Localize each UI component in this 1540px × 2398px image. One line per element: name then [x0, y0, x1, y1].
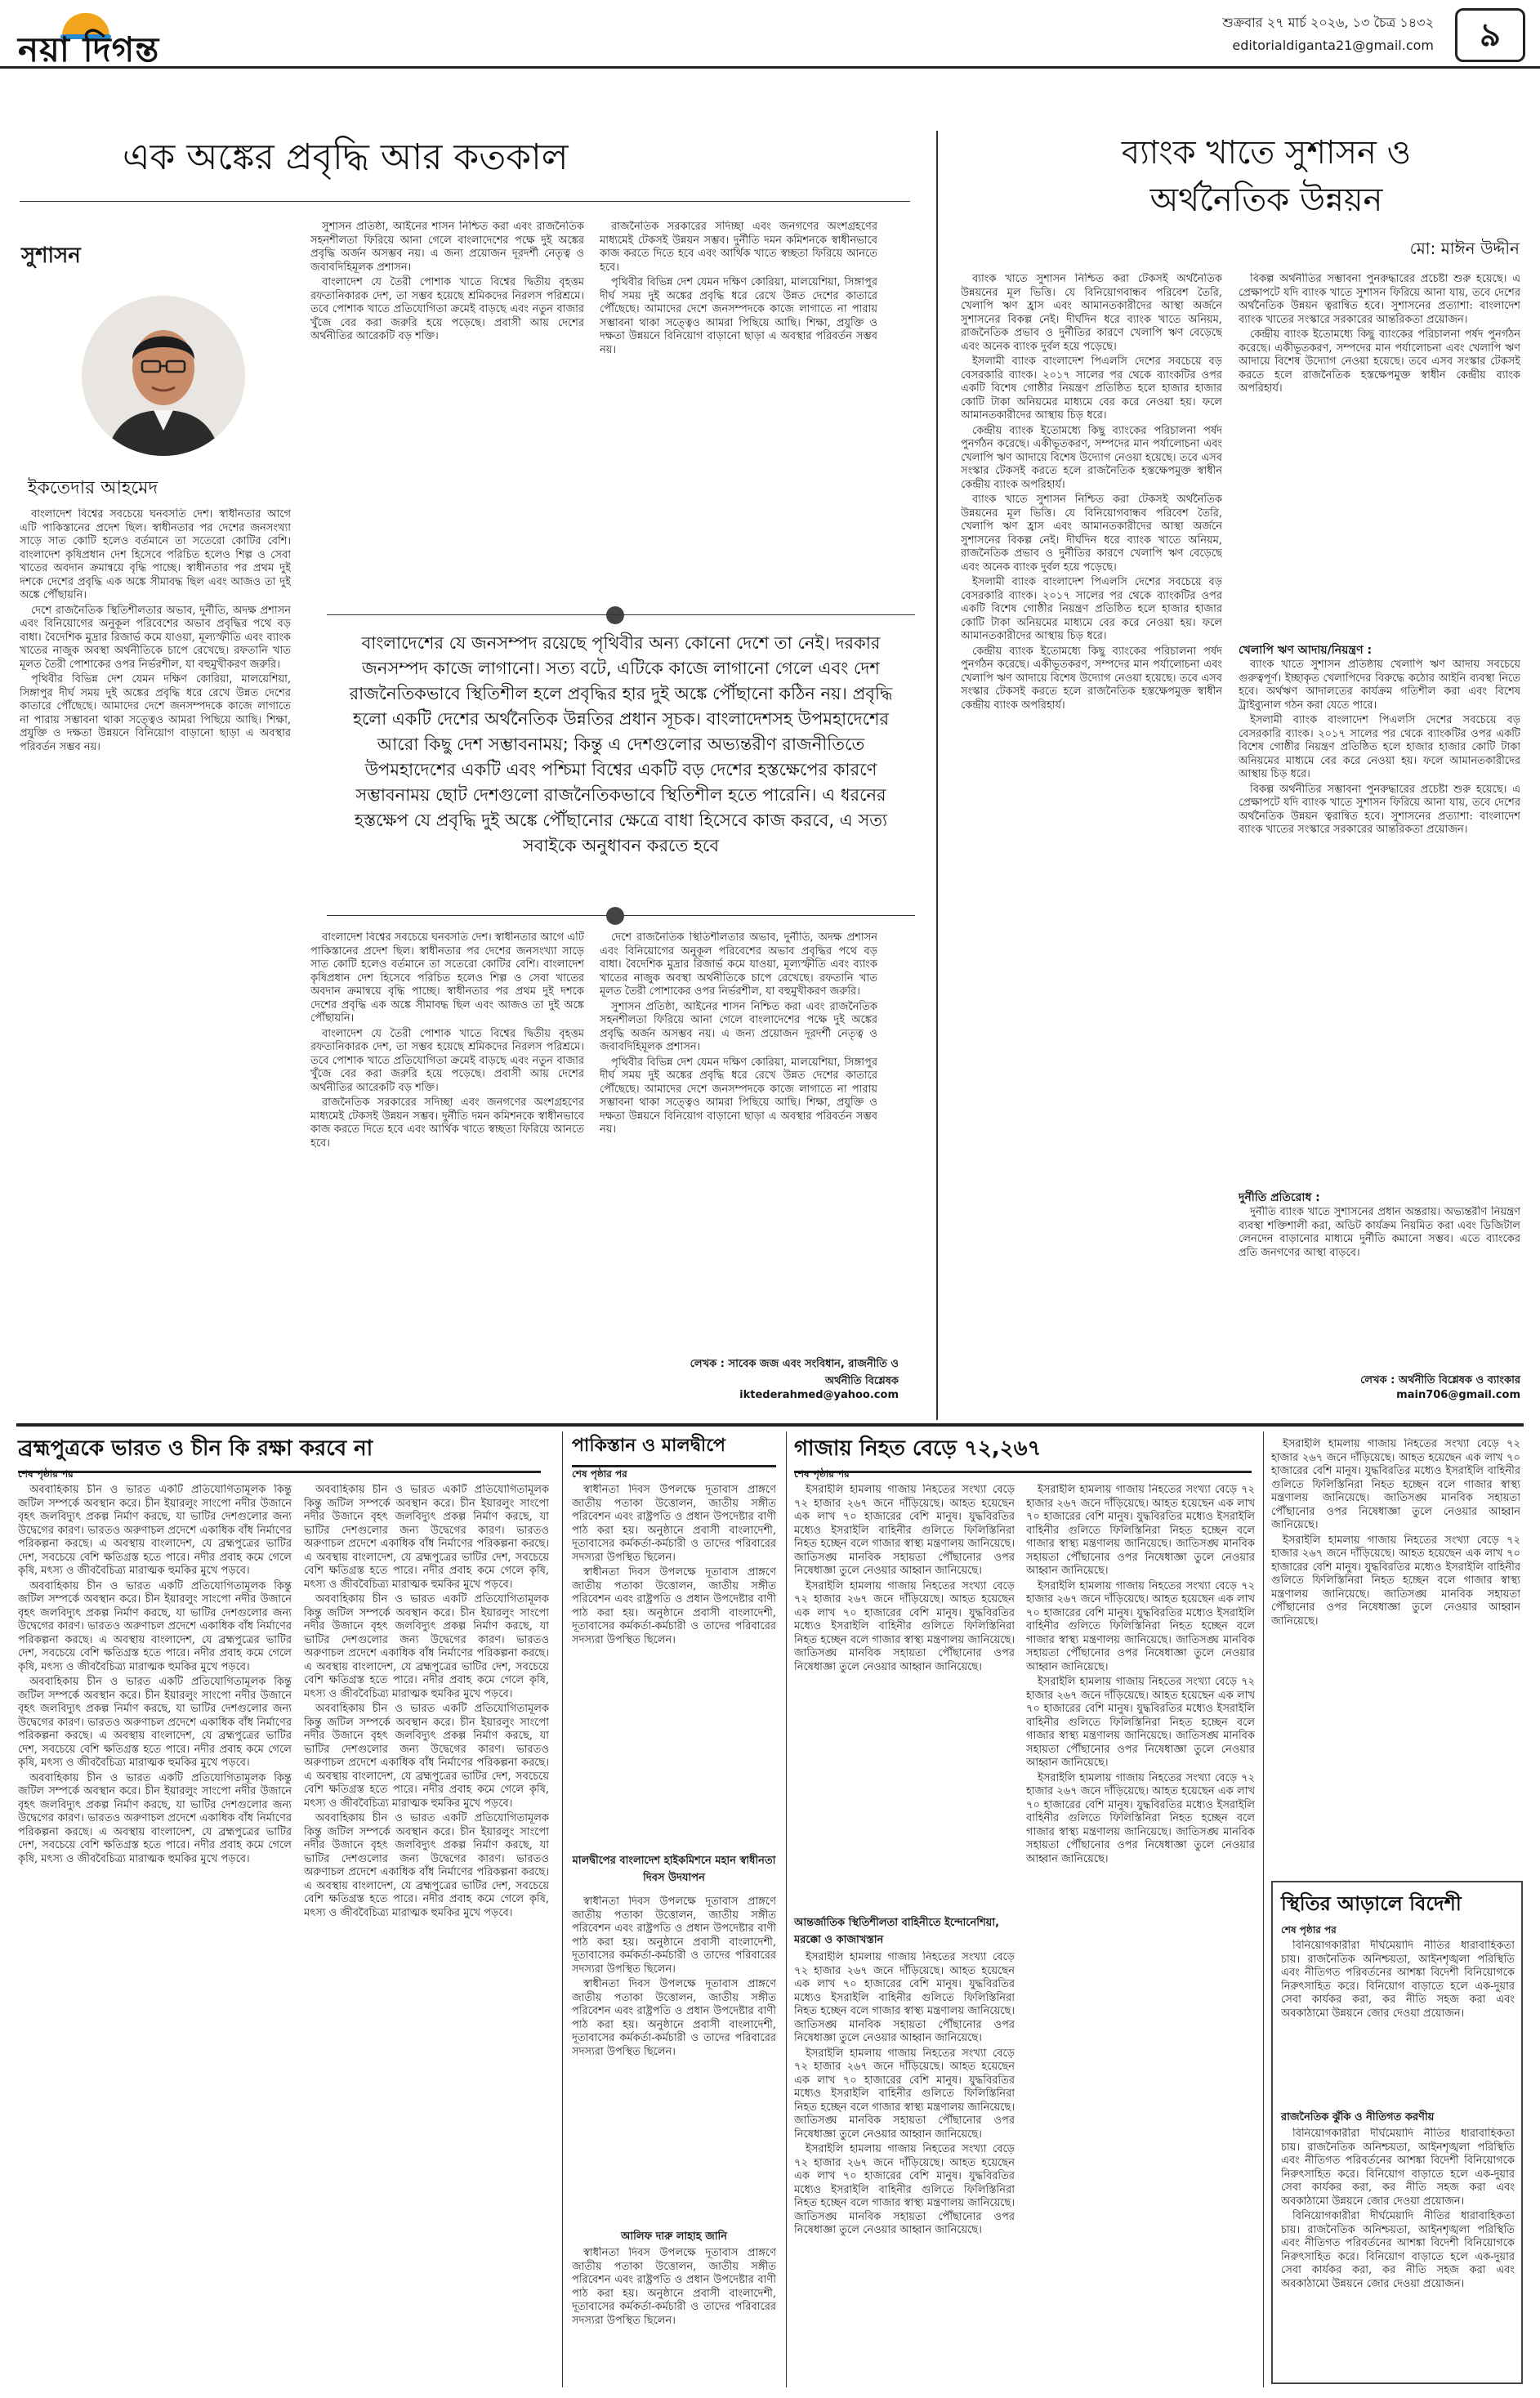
right-subhead-corruption: দুর্নীতি প্রতিরোধ :	[1239, 1191, 1320, 1204]
right-body-para-2c: ইসলামী ব্যাংক বাংলাদেশ পিএলসি দেশের সবচেয়ে বড় বেসরকারি ব্যাংক। ২০১৭ সালের পর থেকে ব্যাংকটির ওপর একটি বিশেষ গোষ্ঠীর নিয়ন্ত্রণ প্রতিষ্ঠিত হলে হাজার হাজার কোটি টাকা অনিয়মের মাধ্যমে বের করে নেওয়া হয়। ফলে আমানতকারীদের আস্থায় চিড় ধরে।	[1239, 714, 1520, 780]
bottom-col3-para-3: ইসরাইলি হামলায় গাজায় নিহতের সংখ্যা বেড়ে ৭২ হাজার ২৬৭ জনে দাঁড়িয়েছে। আহত হয়েছেন এক লাখ ৭০ হাজারের বেশি মানুষ। যুদ্ধবিরতির মধ্যেও ইসরাইলি বাহিনীর গুলিতে ফিলিস্তিনিরা নিহত হচ্ছেন বলে গাজার স্বাস্থ্য মন্ত্রণালয় জানিয়েছে। জাতিসঙ্ঘ মানবিক সহায়তা পৌঁছানোর ওপর নিষেধাজ্ঞা তুলে নেওয়ার আহ্বান জানিয়েছে।	[794, 1951, 1015, 2044]
bottom-col4-text-a	[1271, 1438, 1520, 1871]
bottom-col3-para-2: ইসরাইলি হামলায় গাজায় নিহতের সংখ্যা বেড়ে ৭২ হাজার ২৬৭ জনে দাঁড়িয়েছে। আহত হয়েছেন এক লাখ ৭০ হাজারের বেশি মানুষ। যুদ্ধবিরতির মধ্যেও ইসরাইলি বাহিনীর গুলিতে ফিলিস্তিনিরা নিহত হচ্ছেন বলে গাজার স্বাস্থ্য মন্ত্রণালয় জানিয়েছে। জাতিসঙ্ঘ মানবিক সহায়তা পৌঁছানোর ওপর নিষেধাজ্ঞা তুলে নেওয়ার আহ্বান জানিয়েছে।	[794, 1579, 1015, 1673]
right-subhead-default-loan: খেলাপি ঋণ আদায়/নিয়ন্ত্রণ :	[1239, 644, 1373, 657]
bottom-col4-para-2: ইসরাইলি হামলায় গাজায় নিহতের সংখ্যা বেড়ে ৭২ হাজার ২৬৭ জনে দাঁড়িয়েছে। আহত হয়েছেন এক লাখ ৭০ হাজারের বেশি মানুষ। যুদ্ধবিরতির মধ্যেও ইসরাইলি বাহিনীর গুলিতে ফিলিস্তিনিরা নিহত হচ্ছেন বলে গাজার স্বাস্থ্য মন্ত্রণালয় জানিয়েছে। জাতিসঙ্ঘ মানবিক সহায়তা পৌঁছানোর ওপর নিষেধাজ্ঞা তুলে নেওয়ার আহ্বান জানিয়েছে।	[1271, 1534, 1520, 1628]
bottom-col1-para-1: অববাহিকায় চীন ও ভারত একটি প্রতিযোগিতামূলক কিন্তু জটিল সম্পর্কে অবস্থান করে। চীন ইয়ারলুং সাংপো নদীর উজানে বৃহৎ জলবিদ্যুৎ প্রকল্প নির্মাণ করছে, যা ভাটির দেশগুলোর জন্য উদ্বেগের কারণ। ভারতও অরুণাচল প্রদেশে একাধিক বাঁধ নির্মাণের পরিকল্পনা করছে। এ অবস্থায় বাংলাদেশ, যে ব্রহ্মপুত্রের ভাটির দেশ, সবচেয়ে বেশি ক্ষতিগ্রস্ত হতে পারে। নদীর প্রবাহ কমে গেলে কৃষি, মৎস্য ও জীববৈচিত্র্য মারাত্মক হুমকির মুখে পড়বে।	[18, 1484, 292, 1577]
bottom-col4-para-5: বিনিয়োগকারীরা দীর্ঘমেয়াদি নীতির ধারাবাহিকতা চায়। রাজনৈতিক অনিশ্চয়তা, আইনশৃঙ্খলা পরিস্থিতি এবং নীতিগত পরিবর্তনের আশঙ্কা বিদেশী বিনিয়োগকে নিরুৎসাহিত করে। বিনিয়োগ বাড়াতে হলে এক-দুয়ার সেবা কার্যকর করা, কর নীতি সহজ করা এবং অবকাঠামো উন্নয়নে জোর দেওয়া প্রয়োজন।	[1281, 2210, 1515, 2290]
right-body-para-3c: কেন্দ্রীয় ব্যাংক ইতোমধ্যে কিছু ব্যাংকের পরিচালনা পর্ষদ পুনর্গঠন করেছে। একীভূতকরণ, সম্পদের মান পর্যালোচনা এবং খেলাপি ঋণ আদায়ে বিশেষ উদ্যোগ নেওয়া হয়েছে। তবে এসব সংস্কার টেকসই করতে হলে রাজনৈতিক হস্তক্ষেপমুক্ত স্বাধীন কেন্দ্রীয় ব্যাংক অপরিহার্য।	[1239, 328, 1520, 395]
bottom-col4-subhead: রাজনৈতিক ঝুঁকি ও নীতিগত করণীয়	[1281, 2111, 1435, 2123]
newspaper-logo[interactable]	[18, 13, 263, 69]
right-headline-line1[interactable]: ব্যাংক খাতে সুশাসন ও	[1121, 134, 1412, 172]
bottom-col4-para-3: বিনিয়োগকারীরা দীর্ঘমেয়াদি নীতির ধারাবাহিকতা চায়। রাজনৈতিক অনিশ্চয়তা, আইনশৃঙ্খলা পরিস্থিতি এবং নীতিগত পরিবর্তনের আশঙ্কা বিদেশী বিনিয়োগকে নিরুৎসাহিত করে। বিনিয়োগ বাড়াতে হলে এক-দুয়ার সেবা কার্যকর করা, কর নীতি সহজ করা এবং অবকাঠামো উন্নয়নে জোর দেওয়া প্রয়োজন।	[1281, 1940, 1515, 2020]
left-body-para-7: বাংলাদেশ বিশ্বের সবচেয়ে ঘনবসতি দেশ। স্বাধীনতার আগে এটি পাকিস্তানের প্রদেশ ছিল। স্বাধীনতার পর দেশের জনসংখ্যা সাড়ে সাত কোটি হলেও বর্তমানে তা সতেরো কোটির বেশি। বাংলাদেশ কৃষিপ্রধান দেশ হিসেবে পরিচিত হলেও শিল্প ও সেবা খাতের অবদান ক্রমান্বয়ে বৃদ্ধি পাচ্ছে। স্বাধীনতার পর প্রথম দুই দশকে দেশের প্রবৃদ্ধি এক অঙ্কে সীমাবদ্ধ ছিল এবং আজও তা দুই অঙ্কে পৌঁছায়নি।	[310, 931, 584, 1025]
bottom-col1-kicker: শেষ পৃষ্ঠার পর	[18, 1468, 74, 1480]
bottom-col1-para-4: অববাহিকায় চীন ও ভারত একটি প্রতিযোগিতামূলক কিন্তু জটিল সম্পর্কে অবস্থান করে। চীন ইয়ারলুং সাংপো নদীর উজানে বৃহৎ জলবিদ্যুৎ প্রকল্প নির্মাণ করছে, যা ভাটির দেশগুলোর জন্য উদ্বেগের কারণ। ভারতও অরুণাচল প্রদেশে একাধিক বাঁধ নির্মাণের পরিকল্পনা করছে। এ অবস্থায় বাংলাদেশ, যে ব্রহ্মপুত্রের ভাটির দেশ, সবচেয়ে বেশি ক্ষতিগ্রস্ত হতে পারে। নদীর প্রবাহ কমে গেলে কৃষি, মৎস্য ও জীববৈচিত্র্য মারাত্মক হুমকির মুখে পড়বে।	[18, 1771, 292, 1865]
pull-quote-top-rule	[327, 614, 915, 615]
author-photo	[82, 296, 245, 456]
bottom-col4-para-4: বিনিয়োগকারীরা দীর্ঘমেয়াদি নীতির ধারাবাহিকতা চায়। রাজনৈতিক অনিশ্চয়তা, আইনশৃঙ্খলা পরিস্থিতি এবং নীতিগত পরিবর্তনের আশঙ্কা বিদেশী বিনিয়োগকে নিরুৎসাহিত করে। বিনিয়োগ বাড়াতে হলে এক-দুয়ার সেবা কার্যকর করা, কর নীতি সহজ করা এবং অবকাঠামো উন্নয়নে জোর দেওয়া প্রয়োজন।	[1281, 2128, 1515, 2208]
pull-quote-top-dot	[606, 606, 624, 624]
bottom-col1-title[interactable]: ব্রহ্মপুত্রকে ভারত ও চীন কি রক্ষা করবে না	[18, 1431, 541, 1473]
left-body-para-3b: পৃথিবীর বিভিন্ন দেশ যেমন দক্ষিণ কোরিয়া, মালয়েশিয়া, সিঙ্গাপুর দীর্ঘ সময় দুই অঙ্কের প্রবৃদ্ধি ধরে রেখে উন্নত দেশের কাতারে পৌঁছেছে। আমাদের দেশে জনসম্পদকে কাজে লাগাতে না পারায় সম্ভাবনা থাকা সত্ত্বেও আমরা পিছিয়ে আছি। শিক্ষা, প্রযুক্তি ও দক্ষতা উন্নয়নে বিনিয়োগ বাড়ানো ছাড়া এ অবস্থার পরিবর্তন সম্ভব নয়।	[600, 276, 877, 356]
bottom-col4-kicker: শেষ পৃষ্ঠার পর	[1281, 1924, 1337, 1936]
right-body-para-1b: ব্যাংক খাতে সুশাসন নিশ্চিত করা টেকসই অর্থনৈতিক উন্নয়নের মূল ভিত্তি। যে বিনিয়োগবান্ধব পরিবেশ তৈরি, খেলাপি ঋণ হ্রাস এবং আমানতকারীদের আস্থা অর্জনে সুশাসনের বিকল্প নেই। দীর্ঘদিন ধরে ব্যাংক খাতে অনিয়ম, রাজনৈতিক প্রভাব ও দুর্নীতির কারণে খেলাপি ঋণ বেড়েছে এবং অনেক ব্যাংক দুর্বল হয়ে পড়েছে।	[961, 493, 1222, 574]
author-portrait-icon	[82, 296, 245, 456]
left-headline-rule	[20, 201, 910, 202]
bottom-col1-para-3: অববাহিকায় চীন ও ভারত একটি প্রতিযোগিতামূলক কিন্তু জটিল সম্পর্কে অবস্থান করে। চীন ইয়ারলুং সাংপো নদীর উজানে বৃহৎ জলবিদ্যুৎ প্রকল্প নির্মাণ করছে, যা ভাটির দেশগুলোর জন্য উদ্বেগের কারণ। ভারতও অরুণাচল প্রদেশে একাধিক বাঁধ নির্মাণের পরিকল্পনা করছে। এ অবস্থায় বাংলাদেশ, যে ব্রহ্মপুত্রের ভাটির দেশ, সবচেয়ে বেশি ক্ষতিগ্রস্ত হতে পারে। নদীর প্রবাহ কমে গেলে কৃষি, মৎস্য ও জীববৈচিত্র্য মারাত্মক হুমকির মুখে পড়বে।	[18, 1676, 292, 1769]
left-body-para-4: সুশাসন প্রতিষ্ঠা, আইনের শাসন নিশ্চিত করা এবং রাজনৈতিক সহনশীলতা ফিরিয়ে আনা গেলে বাংলাদেশের পক্ষে দুই অঙ্কের প্রবৃদ্ধি অর্জন অসম্ভব নয়। এ জন্য প্রয়োজন দূরদর্শী নেতৃত্ব ও জবাবদিহিমূলক প্রশাসন।	[310, 221, 584, 274]
bottom-divider-2	[786, 1431, 787, 2387]
right-body-para-4: বিকল্প অর্থনীতির সম্ভাবনা পুনরুদ্ধারের প্রচেষ্টা শুরু হয়েছে। এ প্রেক্ষাপটে যদি ব্যাংক খাতে সুশাসন ফিরিয়ে আনা যায়, তবে দেশের অর্থনৈতিক উন্নয়ন ত্বরান্বিত হবে। সুশাসনের প্রত্যাশা: বাংলাদেশ ব্যাংক খাতের সংস্কারে সরকারের আন্তরিকতা প্রয়োজন।	[1239, 273, 1520, 326]
bottom-col3-para-7: ইসরাইলি হামলায় গাজায় নিহতের সংখ্যা বেড়ে ৭২ হাজার ২৬৭ জনে দাঁড়িয়েছে। আহত হয়েছেন এক লাখ ৭০ হাজারের বেশি মানুষ। যুদ্ধবিরতির মধ্যেও ইসরাইলি বাহিনীর গুলিতে ফিলিস্তিনিরা নিহত হচ্ছেন বলে গাজার স্বাস্থ্য মন্ত্রণালয় জানিয়েছে। জাতিসঙ্ঘ মানবিক সহায়তা পৌঁছানোর ওপর নিষেধাজ্ঞা তুলে নেওয়ার আহ্বান জানিয়েছে।	[1026, 1579, 1255, 1673]
bottom-col2-kicker: শেষ পৃষ্ঠার পর	[572, 1468, 627, 1480]
bottom-col3-kicker: শেষ পৃষ্ঠার পর	[794, 1468, 850, 1480]
bottom-col1-para-6: অববাহিকায় চীন ও ভারত একটি প্রতিযোগিতামূলক কিন্তু জটিল সম্পর্কে অবস্থান করে। চীন ইয়ারলুং সাংপো নদীর উজানে বৃহৎ জলবিদ্যুৎ প্রকল্প নির্মাণ করছে, যা ভাটির দেশগুলোর জন্য উদ্বেগের কারণ। ভারতও অরুণাচল প্রদেশে একাধিক বাঁধ নির্মাণের পরিকল্পনা করছে। এ অবস্থায় বাংলাদেশ, যে ব্রহ্মপুত্রের ভাটির দেশ, সবচেয়ে বেশি ক্ষতিগ্রস্ত হতে পারে। নদীর প্রবাহ কমে গেলে কৃষি, মৎস্য ও জীববৈচিত্র্য মারাত্মক হুমকির মুখে পড়বে।	[304, 1593, 549, 1700]
page-number-badge: ৯	[1455, 8, 1525, 62]
bottom-col2-para-1: স্বাধীনতা দিবস উপলক্ষে দূতাবাস প্রাঙ্গণে জাতীয় পতাকা উত্তোলন, জাতীয় সঙ্গীত পরিবেশন এবং রাষ্ট্রপতি ও প্রধান উপদেষ্টার বাণী পাঠ করা হয়। অনুষ্ঠানে প্রবাসী বাংলাদেশী, দূতাবাসের কর্মকর্তা-কর্মচারী ও তাদের পরিবারের সদস্যরা উপস্থিত ছিলেন।	[572, 1484, 776, 1564]
left-body-col3	[600, 221, 877, 580]
right-body-para-4b: বিকল্প অর্থনীতির সম্ভাবনা পুনরুদ্ধারের প্রচেষ্টা শুরু হয়েছে। এ প্রেক্ষাপটে যদি ব্যাংক খাতে সুশাসন ফিরিয়ে আনা যায়, তবে দেশের অর্থনৈতিক উন্নয়ন ত্বরান্বিত হবে। সুশাসনের প্রত্যাশা: বাংলাদেশ ব্যাংক খাতের সংস্কারে সরকারের আন্তরিকতা প্রয়োজন।	[1239, 783, 1520, 836]
left-body-para-5: বাংলাদেশ যে তৈরী পোশাক খাতে বিশ্বের দ্বিতীয় বৃহত্তম রফতানিকারক দেশ, তা সম্ভব হয়েছে শ্রমিকদের নিরলস পরিশ্রমে। তবে পোশাক খাতে প্রতিযোগিতা ক্রমেই বাড়ছে এবং নতুন বাজার খুঁজে বের করা জরুরি হয়ে পড়েছে। প্রবাসী আয় দেশের অর্থনীতির আরেকটি বড় শক্তি।	[310, 276, 584, 342]
bottom-col3-para-8: ইসরাইলি হামলায় গাজায় নিহতের সংখ্যা বেড়ে ৭২ হাজার ২৬৭ জনে দাঁড়িয়েছে। আহত হয়েছেন এক লাখ ৭০ হাজারের বেশি মানুষ। যুদ্ধবিরতির মধ্যেও ইসরাইলি বাহিনীর গুলিতে ফিলিস্তিনিরা নিহত হচ্ছেন বলে গাজার স্বাস্থ্য মন্ত্রণালয় জানিয়েছে। জাতিসঙ্ঘ মানবিক সহায়তা পৌঁছানোর ওপর নিষেধাজ্ঞা তুলে নেওয়ার আহ্বান জানিয়েছে।	[1026, 1676, 1255, 1769]
bottom-col3-para-6: ইসরাইলি হামলায় গাজায় নিহতের সংখ্যা বেড়ে ৭২ হাজার ২৬৭ জনে দাঁড়িয়েছে। আহত হয়েছেন এক লাখ ৭০ হাজারের বেশি মানুষ। যুদ্ধবিরতির মধ্যেও ইসরাইলি বাহিনীর গুলিতে ফিলিস্তিনিরা নিহত হচ্ছেন বলে গাজার স্বাস্থ্য মন্ত্রণালয় জানিয়েছে। জাতিসঙ্ঘ মানবিক সহায়তা পৌঁছানোর ওপর নিষেধাজ্ঞা তুলে নেওয়ার আহ্বান জানিয়েছে।	[1026, 1484, 1255, 1577]
bottom-col1-text-a	[18, 1484, 292, 2382]
right-body-col1	[961, 273, 1222, 1425]
bottom-col2-para-5: স্বাধীনতা দিবস উপলক্ষে দূতাবাস প্রাঙ্গণে জাতীয় পতাকা উত্তোলন, জাতীয় সঙ্গীত পরিবেশন এবং রাষ্ট্রপতি ও প্রধান উপদেষ্টার বাণী পাঠ করা হয়। অনুষ্ঠানে প্রবাসী বাংলাদেশী, দূতাবাসের কর্মকর্তা-কর্মচারী ও তাদের পরিবারের সদস্যরা উপস্থিত ছিলেন।	[572, 2247, 776, 2327]
right-body-para-6: দুর্নীতি ব্যাংক খাতে সুশাসনের প্রধান অন্তরায়। অভ্যন্তরীণ নিয়ন্ত্রণ ব্যবস্থা শক্তিশালী করা, অডিট কার্যক্রম নিয়মিত করা এবং ডিজিটাল লেনদেন বাড়ানোর মাধ্যমে দুর্নীতি কমানো সম্ভব। এতে ব্যাংকের প্রতি জনগণের আস্থা বাড়বে।	[1239, 1206, 1520, 1259]
left-body-para-8: বাংলাদেশ যে তৈরী পোশাক খাতে বিশ্বের দ্বিতীয় বৃহত্তম রফতানিকারক দেশ, তা সম্ভব হয়েছে শ্রমিকদের নিরলস পরিশ্রমে। তবে পোশাক খাতে প্রতিযোগিতা ক্রমেই বাড়ছে এবং নতুন বাজার খুঁজে বের করা জরুরি হয়ে পড়েছে। প্রবাসী আয় দেশের অর্থনীতির আরেকটি বড় শক্তি।	[310, 1027, 584, 1094]
bottom-col3-text-c	[1026, 1484, 1255, 2382]
bottom-band-rule	[16, 1423, 1524, 1427]
editorial-email[interactable]: editorialdiganta21@gmail.com	[1232, 38, 1434, 53]
bottom-col4-text-b	[1281, 1940, 1515, 2103]
bottom-col4-box-title[interactable]: স্থিতির আড়ালে বিদেশী	[1281, 1892, 1462, 1915]
bottom-col1-para-2: অববাহিকায় চীন ও ভারত একটি প্রতিযোগিতামূলক কিন্তু জটিল সম্পর্কে অবস্থান করে। চীন ইয়ারলুং সাংপো নদীর উজানে বৃহৎ জলবিদ্যুৎ প্রকল্প নির্মাণ করছে, যা ভাটির দেশগুলোর জন্য উদ্বেগের কারণ। ভারতও অরুণাচল প্রদেশে একাধিক বাঁধ নির্মাণের পরিকল্পনা করছে। এ অবস্থায় বাংলাদেশ, যে ব্রহ্মপুত্রের ভাটির দেশ, সবচেয়ে বেশি ক্ষতিগ্রস্ত হতে পারে। নদীর প্রবাহ কমে গেলে কৃষি, মৎস্য ও জীববৈচিত্র্য মারাত্মক হুমকির মুখে পড়বে।	[18, 1579, 292, 1673]
left-body-para-6: রাজনৈতিক সরকারের সদিচ্ছা এবং জনগণের অংশগ্রহণের মাধ্যমেই টেকসই উন্নয়ন সম্ভব। দুর্নীতি দমন কমিশনকে স্বাধীনভাবে কাজ করতে দিতে হবে এবং আর্থিক খাতে স্বচ্ছতা ফিরিয়ে আনতে হবে।	[600, 221, 877, 274]
bottom-col2-para-2: স্বাধীনতা দিবস উপলক্ষে দূতাবাস প্রাঙ্গণে জাতীয় পতাকা উত্তোলন, জাতীয় সঙ্গীত পরিবেশন এবং রাষ্ট্রপতি ও প্রধান উপদেষ্টার বাণী পাঠ করা হয়। অনুষ্ঠানে প্রবাসী বাংলাদেশী, দূতাবাসের কর্মকর্তা-কর্মচারী ও তাদের পরিবারের সদস্যরা উপস্থিত ছিলেন।	[572, 1566, 776, 1646]
right-body-para-1: ব্যাংক খাতে সুশাসন নিশ্চিত করা টেকসই অর্থনৈতিক উন্নয়নের মূল ভিত্তি। যে বিনিয়োগবান্ধব পরিবেশ তৈরি, খেলাপি ঋণ হ্রাস এবং আমানতকারীদের আস্থা অর্জনে সুশাসনের বিকল্প নেই। দীর্ঘদিন ধরে ব্যাংক খাতে অনিয়ম, রাজনৈতিক প্রভাব ও দুর্নীতির কারণে খেলাপি ঋণ বেড়েছে এবং অনেক ব্যাংক দুর্বল হয়ে পড়েছে।	[961, 273, 1222, 353]
left-body-col1	[20, 508, 291, 1391]
bottom-col4-box	[1271, 1881, 1523, 2384]
left-body-col2-lower	[310, 931, 584, 1405]
left-pull-quote: বাংলাদেশের যে জনসম্পদ রয়েছে পৃথিবীর অন্য কোনো দেশে তা নেই। দরকার জনসম্পদ কাজে লাগানো। সত্য বটে, এটিকে কাজে লাগানো গেলে এবং দেশ রাজনৈতিকভাবে স্থিতিশীল হলে প্রবৃদ্ধির হার দুই অঙ্কে পৌঁছানো কঠিন নয়। প্রবৃদ্ধি হলো একটি দেশের অর্থনৈতিক উন্নতির প্রধান সূচক। বাংলাদেশসহ উপমহাদেশের আরো কিছু দেশ সম্ভাবনাময়; কিন্তু এ দেশগুলোর অভ্যন্তরীণ রাজনীতিতে উপমহাদেশের একটি এবং পশ্চিমা বিশ্বের একটি বড় দেশের হস্তক্ষেপের কারণে সম্ভাবনাময় ছোট দেশগুলো রাজনৈতিকভাবে স্থিতিশীল হতে পারেনি। এ ধরনের হস্তক্ষেপ যে প্রবৃদ্ধি দুই অঙ্কে পৌঁছানোর ক্ষেত্রে বাধা হিসেবে কাজ করবে, এ সত্য সবাইকে অনুধাবন করতে হবে	[349, 633, 893, 855]
bottom-col3-title[interactable]: গাজায় নিহত বেড়ে ৭২,২৬৭	[794, 1431, 1252, 1473]
bottom-col3-subhead: আন্তর্জাতিক স্থিতিশীলতা বাহিনীতে ইন্দোনেশিয়া, মরক্কো ও কাজাখস্তান	[794, 1917, 1000, 1946]
bottom-col3-para-9: ইসরাইলি হামলায় গাজায় নিহতের সংখ্যা বেড়ে ৭২ হাজার ২৬৭ জনে দাঁড়িয়েছে। আহত হয়েছেন এক লাখ ৭০ হাজারের বেশি মানুষ। যুদ্ধবিরতির মধ্যেও ইসরাইলি বাহিনীর গুলিতে ফিলিস্তিনিরা নিহত হচ্ছেন বলে গাজার স্বাস্থ্য মন্ত্রণালয় জানিয়েছে। জাতিসঙ্ঘ মানবিক সহায়তা পৌঁছানোর ওপর নিষেধাজ্ঞা তুলে নেওয়ার আহ্বান জানিয়েছে।	[1026, 1771, 1255, 1865]
bottom-col4-text-c	[1281, 2128, 1515, 2373]
left-author-name: ইকতেদার আহমেদ	[28, 478, 158, 498]
left-body-para-1: বাংলাদেশ বিশ্বের সবচেয়ে ঘনবসতি দেশ। স্বাধীনতার আগে এটি পাকিস্তানের প্রদেশ ছিল। স্বাধীনতার পর দেশের জনসংখ্যা সাড়ে সাত কোটি হলেও বর্তমানে তা সতেরো কোটির বেশি। বাংলাদেশ কৃষিপ্রধান দেশ হিসেবে পরিচিত হলেও শিল্প ও সেবা খাতের অবদান ক্রমান্বয়ে বৃদ্ধি পাচ্ছে। স্বাধীনতার পর প্রথম দুই দশকে দেশের প্রবৃদ্ধি এক অঙ্কে সীমাবদ্ধ ছিল এবং আজও তা দুই অঙ্কে পৌঁছায়নি।	[20, 508, 291, 601]
left-body-para-2: দেশে রাজনৈতিক স্থিতিশীলতার অভাব, দুর্নীতি, অদক্ষ প্রশাসন এবং বিনিয়োগের অনুকূল পরিবেশের অভাব প্রবৃদ্ধির পথে বড় বাধা। বৈদেশিক মুদ্রার রিজার্ভ কমে যাওয়া, মূল্যস্ফীতি এবং ব্যাংক খাতের নাজুক অবস্থা অর্থনীতিকে চাপে রেখেছে। রফতানি খাত মূলত তৈরী পোশাকের ওপর নির্ভরশীল, যা বহুমুখীকরণ জরুরি।	[20, 604, 291, 671]
bottom-divider-1	[562, 1431, 563, 2387]
left-author-email[interactable]: iktederahmed@yahoo.com	[739, 1389, 899, 1401]
left-body-para-3: পৃথিবীর বিভিন্ন দেশ যেমন দক্ষিণ কোরিয়া, মালয়েশিয়া, সিঙ্গাপুর দীর্ঘ সময় দুই অঙ্কের প্রবৃদ্ধি ধরে রেখে উন্নত দেশের কাতারে পৌঁছেছে। আমাদের দেশে জনসম্পদকে কাজে লাগাতে না পারায় সম্ভাবনা থাকা সত্ত্বেও আমরা পিছিয়ে আছি। শিক্ষা, প্রযুক্তি ও দক্ষতা উন্নয়নে বিনিয়োগ বাড়ানো ছাড়া এ অবস্থার পরিবর্তন সম্ভব নয়।	[20, 673, 291, 753]
bottom-col1-text-b	[304, 1484, 549, 2382]
bottom-col1-para-8: অববাহিকায় চীন ও ভারত একটি প্রতিযোগিতামূলক কিন্তু জটিল সম্পর্কে অবস্থান করে। চীন ইয়ারলুং সাংপো নদীর উজানে বৃহৎ জলবিদ্যুৎ প্রকল্প নির্মাণ করছে, যা ভাটির দেশগুলোর জন্য উদ্বেগের কারণ। ভারতও অরুণাচল প্রদেশে একাধিক বাঁধ নির্মাণের পরিকল্পনা করছে। এ অবস্থায় বাংলাদেশ, যে ব্রহ্মপুত্রের ভাটির দেশ, সবচেয়ে বেশি ক্ষতিগ্রস্ত হতে পারে। নদীর প্রবাহ কমে গেলে কৃষি, মৎস্য ও জীববৈচিত্র্য মারাত্মক হুমকির মুখে পড়বে।	[304, 1812, 549, 1919]
bottom-col3-para-1: ইসরাইলি হামলায় গাজায় নিহতের সংখ্যা বেড়ে ৭২ হাজার ২৬৭ জনে দাঁড়িয়েছে। আহত হয়েছেন এক লাখ ৭০ হাজারের বেশি মানুষ। যুদ্ধবিরতির মধ্যেও ইসরাইলি বাহিনীর গুলিতে ফিলিস্তিনিরা নিহত হচ্ছেন বলে গাজার স্বাস্থ্য মন্ত্রণালয় জানিয়েছে। জাতিসঙ্ঘ মানবিক সহায়তা পৌঁছানোর ওপর নিষেধাজ্ঞা তুলে নেওয়ার আহ্বান জানিয়েছে।	[794, 1484, 1015, 1577]
bottom-col4-para-1: ইসরাইলি হামলায় গাজায় নিহতের সংখ্যা বেড়ে ৭২ হাজার ২৬৭ জনে দাঁড়িয়েছে। আহত হয়েছেন এক লাখ ৭০ হাজারের বেশি মানুষ। যুদ্ধবিরতির মধ্যেও ইসরাইলি বাহিনীর গুলিতে ফিলিস্তিনিরা নিহত হচ্ছেন বলে গাজার স্বাস্থ্য মন্ত্রণালয় জানিয়েছে। জাতিসঙ্ঘ মানবিক সহায়তা পৌঁছানোর ওপর নিষেধাজ্ঞা তুলে নেওয়ার আহ্বান জানিয়েছে।	[1271, 1438, 1520, 1531]
bottom-col1-para-7: অববাহিকায় চীন ও ভারত একটি প্রতিযোগিতামূলক কিন্তু জটিল সম্পর্কে অবস্থান করে। চীন ইয়ারলুং সাংপো নদীর উজানে বৃহৎ জলবিদ্যুৎ প্রকল্প নির্মাণ করছে, যা ভাটির দেশগুলোর জন্য উদ্বেগের কারণ। ভারতও অরুণাচল প্রদেশে একাধিক বাঁধ নির্মাণের পরিকল্পনা করছে। এ অবস্থায় বাংলাদেশ, যে ব্রহ্মপুত্রের ভাটির দেশ, সবচেয়ে বেশি ক্ষতিগ্রস্ত হতে পারে। নদীর প্রবাহ কমে গেলে কৃষি, মৎস্য ও জীববৈচিত্র্য মারাত্মক হুমকির মুখে পড়বে।	[304, 1703, 549, 1810]
right-author-note: লেখক : অর্থনীতি বিশ্লেষক ও ব্যাংকার	[1360, 1374, 1520, 1387]
bottom-col3-para-4: ইসরাইলি হামলায় গাজায় নিহতের সংখ্যা বেড়ে ৭২ হাজার ২৬৭ জনে দাঁড়িয়েছে। আহত হয়েছেন এক লাখ ৭০ হাজারের বেশি মানুষ। যুদ্ধবিরতির মধ্যেও ইসরাইলি বাহিনীর গুলিতে ফিলিস্তিনিরা নিহত হচ্ছেন বলে গাজার স্বাস্থ্য মন্ত্রণালয় জানিয়েছে। জাতিসঙ্ঘ মানবিক সহায়তা পৌঁছানোর ওপর নিষেধাজ্ঞা তুলে নেওয়ার আহ্বান জানিয়েছে।	[794, 2047, 1015, 2141]
right-body-col2-mid	[1239, 659, 1520, 1181]
bottom-col3-text-a	[794, 1484, 1015, 1909]
bottom-col2-text-b	[572, 1896, 776, 2222]
right-headline-line2[interactable]: অর্থনৈতিক উন্নয়ন	[1149, 181, 1383, 219]
bottom-col2-subhead-1: মালদ্বীপের বাংলাদেশ হাইকমিশনে মহান স্বাধীনতা দিবস উদযাপন	[572, 1855, 776, 1884]
right-body-para-5: ব্যাংক খাতে সুশাসন প্রতিষ্ঠায় খেলাপি ঋণ আদায় সবচেয়ে গুরুত্বপূর্ণ। ইচ্ছাকৃত খেলাপিদের বিরুদ্ধে কঠোর আইনি ব্যবস্থা নিতে হবে। অর্থঋণ আদালতের কার্যক্রম গতিশীল করা এবং বিশেষ ট্রাইব্যুনাল গঠন করা যেতে পারে।	[1239, 659, 1520, 712]
right-body-para-2b: ইসলামী ব্যাংক বাংলাদেশ পিএলসি দেশের সবচেয়ে বড় বেসরকারি ব্যাংক। ২০১৭ সালের পর থেকে ব্যাংকটির ওপর একটি বিশেষ গোষ্ঠীর নিয়ন্ত্রণ প্রতিষ্ঠিত হলে হাজার হাজার কোটি টাকা অনিয়মের মাধ্যমে বের করে নেওয়া হয়। ফলে আমানতকারীদের আস্থায় চিড় ধরে।	[961, 576, 1222, 642]
bottom-divider-3	[1263, 1431, 1264, 2387]
right-body-para-2: ইসলামী ব্যাংক বাংলাদেশ পিএলসি দেশের সবচেয়ে বড় বেসরকারি ব্যাংক। ২০১৭ সালের পর থেকে ব্যাংকটির ওপর একটি বিশেষ গোষ্ঠীর নিয়ন্ত্রণ প্রতিষ্ঠিত হলে হাজার হাজার কোটি টাকা অনিয়মের মাধ্যমে বের করে নেওয়া হয়। ফলে আমানতকারীদের আস্থায় চিড় ধরে।	[961, 355, 1222, 422]
bottom-col2-para-3: স্বাধীনতা দিবস উপলক্ষে দূতাবাস প্রাঙ্গণে জাতীয় পতাকা উত্তোলন, জাতীয় সঙ্গীত পরিবেশন এবং রাষ্ট্রপতি ও প্রধান উপদেষ্টার বাণী পাঠ করা হয়। অনুষ্ঠানে প্রবাসী বাংলাদেশী, দূতাবাসের কর্মকর্তা-কর্মচারী ও তাদের পরিবারের সদস্যরা উপস্থিত ছিলেন।	[572, 1896, 776, 1976]
bottom-col3-text-b	[794, 1951, 1015, 2384]
left-body-col2	[310, 221, 584, 580]
bottom-col2-text-a	[572, 1484, 776, 1843]
masthead-info	[1222, 11, 1434, 57]
masthead	[0, 0, 1540, 69]
right-author-name: মো: মাঈন উদ্দীন	[1409, 239, 1520, 258]
bottom-col2-text-c	[572, 2247, 776, 2382]
issue-date: শুক্রবার ২৭ মার্চ ২০২৬, ১৩ চৈত্র ১৪৩২	[1222, 15, 1434, 30]
bottom-col2-subhead-2: আলিফ দারু লাহাহ জানি	[621, 2231, 727, 2243]
left-body-para-12: পৃথিবীর বিভিন্ন দেশ যেমন দক্ষিণ কোরিয়া, মালয়েশিয়া, সিঙ্গাপুর দীর্ঘ সময় দুই অঙ্কের প্রবৃদ্ধি ধরে রেখে উন্নত দেশের কাতারে পৌঁছেছে। আমাদের দেশে জনসম্পদকে কাজে লাগাতে না পারায় সম্ভাবনা থাকা সত্ত্বেও আমরা পিছিয়ে আছি। শিক্ষা, প্রযুক্তি ও দক্ষতা উন্নয়নে বিনিয়োগ বাড়ানো ছাড়া এ অবস্থার পরিবর্তন সম্ভব নয়।	[600, 1056, 877, 1136]
left-body-col3-lower	[600, 931, 877, 1344]
left-headline[interactable]: এক অঙ্কের প্রবৃদ্ধি আর কতকাল	[123, 136, 569, 178]
article-divider	[936, 131, 938, 1420]
right-body-col2	[1239, 273, 1520, 632]
right-body-col2-lower	[1239, 1206, 1520, 1361]
column-name: সুশাসন	[21, 243, 81, 268]
bottom-col2-title[interactable]: পাকিস্তান ও মালদ্বীপে	[572, 1431, 776, 1467]
left-body-para-10: দেশে রাজনৈতিক স্থিতিশীলতার অভাব, দুর্নীতি, অদক্ষ প্রশাসন এবং বিনিয়োগের অনুকূল পরিবেশের অভাব প্রবৃদ্ধির পথে বড় বাধা। বৈদেশিক মুদ্রার রিজার্ভ কমে যাওয়া, মূল্যস্ফীতি এবং ব্যাংক খাতের নাজুক অবস্থা অর্থনীতিকে চাপে রেখেছে। রফতানি খাত মূলত তৈরী পোশাকের ওপর নির্ভরশীল, যা বহুমুখীকরণ জরুরি।	[600, 931, 877, 998]
bottom-col2-para-4: স্বাধীনতা দিবস উপলক্ষে দূতাবাস প্রাঙ্গণে জাতীয় পতাকা উত্তোলন, জাতীয় সঙ্গীত পরিবেশন এবং রাষ্ট্রপতি ও প্রধান উপদেষ্টার বাণী পাঠ করা হয়। অনুষ্ঠানে প্রবাসী বাংলাদেশী, দূতাবাসের কর্মকর্তা-কর্মচারী ও তাদের পরিবারের সদস্যরা উপস্থিত ছিলেন।	[572, 1978, 776, 2058]
left-body-para-9: রাজনৈতিক সরকারের সদিচ্ছা এবং জনগণের অংশগ্রহণের মাধ্যমেই টেকসই উন্নয়ন সম্ভব। দুর্নীতি দমন কমিশনকে স্বাধীনভাবে কাজ করতে দিতে হবে এবং আর্থিক খাতে স্বচ্ছতা ফিরিয়ে আনতে হবে।	[310, 1096, 584, 1150]
pull-quote-bottom-dot	[606, 907, 624, 925]
bottom-col1-para-5: অববাহিকায় চীন ও ভারত একটি প্রতিযোগিতামূলক কিন্তু জটিল সম্পর্কে অবস্থান করে। চীন ইয়ারলুং সাংপো নদীর উজানে বৃহৎ জলবিদ্যুৎ প্রকল্প নির্মাণ করছে, যা ভাটির দেশগুলোর জন্য উদ্বেগের কারণ। ভারতও অরুণাচল প্রদেশে একাধিক বাঁধ নির্মাণের পরিকল্পনা করছে। এ অবস্থায় বাংলাদেশ, যে ব্রহ্মপুত্রের ভাটির দেশ, সবচেয়ে বেশি ক্ষতিগ্রস্ত হতে পারে। নদীর প্রবাহ কমে গেলে কৃষি, মৎস্য ও জীববৈচিত্র্য মারাত্মক হুমকির মুখে পড়বে।	[304, 1484, 549, 1591]
logo-text: নয়া দিগন্ত	[18, 29, 160, 69]
right-body-para-3: কেন্দ্রীয় ব্যাংক ইতোমধ্যে কিছু ব্যাংকের পরিচালনা পর্ষদ পুনর্গঠন করেছে। একীভূতকরণ, সম্পদের মান পর্যালোচনা এবং খেলাপি ঋণ আদায়ে বিশেষ উদ্যোগ নেওয়া হয়েছে। তবে এসব সংস্কার টেকসই করতে হলে রাজনৈতিক হস্তক্ষেপমুক্ত স্বাধীন কেন্দ্রীয় ব্যাংক অপরিহার্য।	[961, 424, 1222, 491]
left-body-para-11: সুশাসন প্রতিষ্ঠা, আইনের শাসন নিশ্চিত করা এবং রাজনৈতিক সহনশীলতা ফিরিয়ে আনা গেলে বাংলাদেশের পক্ষে দুই অঙ্কের প্রবৃদ্ধি অর্জন অসম্ভব নয়। এ জন্য প্রয়োজন দূরদর্শী নেতৃত্ব ও জবাবদিহিমূলক প্রশাসন।	[600, 1000, 877, 1053]
right-body-para-3b: কেন্দ্রীয় ব্যাংক ইতোমধ্যে কিছু ব্যাংকের পরিচালনা পর্ষদ পুনর্গঠন করেছে। একীভূতকরণ, সম্পদের মান পর্যালোচনা এবং খেলাপি ঋণ আদায়ে বিশেষ উদ্যোগ নেওয়া হয়েছে। তবে এসব সংস্কার টেকসই করতে হলে রাজনৈতিক হস্তক্ষেপমুক্ত স্বাধীন কেন্দ্রীয় ব্যাংক অপরিহার্য।	[961, 645, 1222, 712]
left-author-note: লেখক : সাবেক জজ এবং সংবিধান, রাজনীতি ও অর্থনীতি বিশ্লেষক	[690, 1358, 899, 1387]
right-author-email[interactable]: main706@gmail.com	[1396, 1389, 1520, 1401]
bottom-col3-para-5: ইসরাইলি হামলায় গাজায় নিহতের সংখ্যা বেড়ে ৭২ হাজার ২৬৭ জনে দাঁড়িয়েছে। আহত হয়েছেন এক লাখ ৭০ হাজারের বেশি মানুষ। যুদ্ধবিরতির মধ্যেও ইসরাইলি বাহিনীর গুলিতে ফিলিস্তিনিরা নিহত হচ্ছেন বলে গাজার স্বাস্থ্য মন্ত্রণালয় জানিয়েছে। জাতিসঙ্ঘ মানবিক সহায়তা পৌঁছানোর ওপর নিষেধাজ্ঞা তুলে নেওয়ার আহ্বান জানিয়েছে।	[794, 2143, 1015, 2236]
